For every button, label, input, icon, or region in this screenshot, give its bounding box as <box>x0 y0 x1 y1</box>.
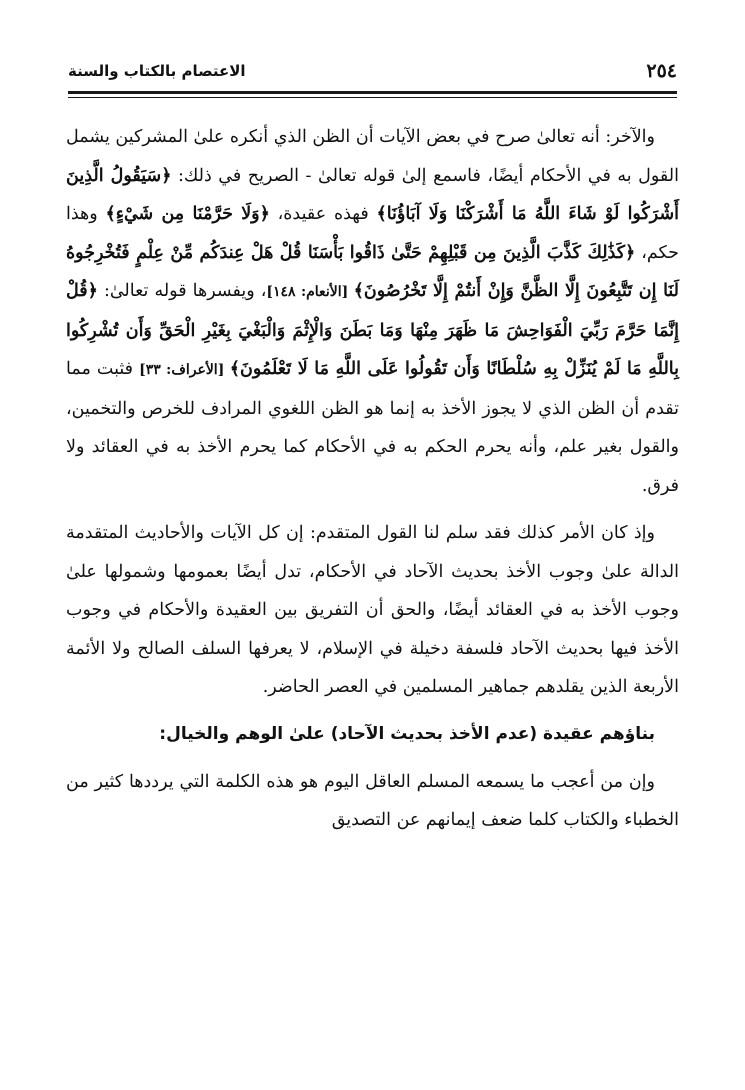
paragraph-1 <box>66 118 679 505</box>
paragraph-1-text-5: فثبت مما تقدم أن الظن الذي لا يجوز الأخذ به إنما هو الظن اللغوي المرادف للخرص والتخمين، والقول بغير علم، وأنه يحرم الحكم به في الأحكام كما يحرم الأخذ به في العقائد ولا فرق. <box>66 359 679 496</box>
header-rule-thin <box>68 97 677 98</box>
running-title: الاعتصام بالكتاب والسنة <box>68 62 246 80</box>
quran-verse-2: ﴿وَلَا حَرَّمْنَا مِن شَيْءٍ﴾ <box>105 204 270 224</box>
page-number: ٢٥٤ <box>646 60 677 82</box>
paragraph-1-text-3: وهذا حكم، <box>66 204 680 263</box>
quran-verse-1: ﴿سَيَقُولُ الَّذِينَ أَشْرَكُوا لَوْ شَاءَ اللَّهُ مَا أَشْرَكْنَا وَلَا آبَاؤُنَا﴾ <box>66 165 679 224</box>
verse-reference-2: [الأعراف: ٣٣] <box>139 362 230 378</box>
paragraph-1-text-1: والآخر: أنه تعالىٰ صرح في بعض الآيات أن الظن الذي أنكره علىٰ المشركين يشمل القول به في الأحكام أيضًا، فاسمع إلىٰ قوله تعالىٰ - الصريح في ذلك: <box>66 127 679 186</box>
section-heading: بناؤهم عقيدة (عدم الأخذ بحديث الآحاد) علىٰ الوهم والخيال: <box>159 723 655 744</box>
quran-verse-4: ﴿قُلْ إِنَّمَا حَرَّمَ رَبِّيَ الْفَوَاحِشَ مَا ظَهَرَ مِنْهَا وَمَا بَطَنَ وَالْإِثْمَ وَالْبَغْيَ بِغَيْرِ الْحَقِّ وَأَن تُشْرِكُوا بِاللَّهِ مَا لَمْ يُنَزِّلْ بِهِ سُلْطَانًا وَأَن تَقُولُوا عَلَى اللَّهِ مَا لَا تَعْلَمُونَ﴾ <box>66 281 679 379</box>
paragraph-1-text-4: ، ويفسرها قوله تعالىٰ: <box>97 281 267 301</box>
paragraph-2: وإذ كان الأمر كذلك فقد سلم لنا القول المتقدم: إن كل الآيات والأحاديث المتقدمة الدالة علىٰ وجوب الأخذ بحديث الآحاد في الأحكام، تدل أيضًا بعمومها وشمولها علىٰ وجوب الأخذ به في العقائد أيضًا، والحق أن التفريق بين العقيدة والأحكام في وجوب الأخذ فيها بحديث الآحاد فلسفة دخيلة في الإسلام، لا يعرفها السلف الصالح ولا الأئمة الأربعة الذين يقلدهم جماهير المسلمين في العصر الحاضر. <box>66 523 679 697</box>
page-body <box>66 118 679 840</box>
header-rule-thick <box>68 91 677 94</box>
verse-reference-1: [الأنعام: ١٤٨] <box>266 284 354 300</box>
quran-verse-3: ﴿كَذَٰلِكَ كَذَّبَ الَّذِينَ مِن قَبْلِهِمْ حَتَّىٰ ذَاقُوا بَأْسَنَا قُلْ هَلْ عِندَكُم مِّنْ عِلْمٍ فَتُخْرِجُوهُ لَنَا إِن تَتَّبِعُونَ إِلَّا الظَّنَّ وَإِنْ أَنتُمْ إِلَّا تَخْرُصُونَ﴾ <box>66 242 680 301</box>
paragraph-1-text-2: فهذه عقيدة، <box>269 204 377 224</box>
page-header <box>68 56 677 86</box>
paragraph-3: وإن من أعجب ما يسمعه المسلم العاقل اليوم هو هذه الكلمة التي يرددها كثير من الخطباء والكتاب كلما ضعف إيمانهم عن التصديق <box>66 771 679 830</box>
